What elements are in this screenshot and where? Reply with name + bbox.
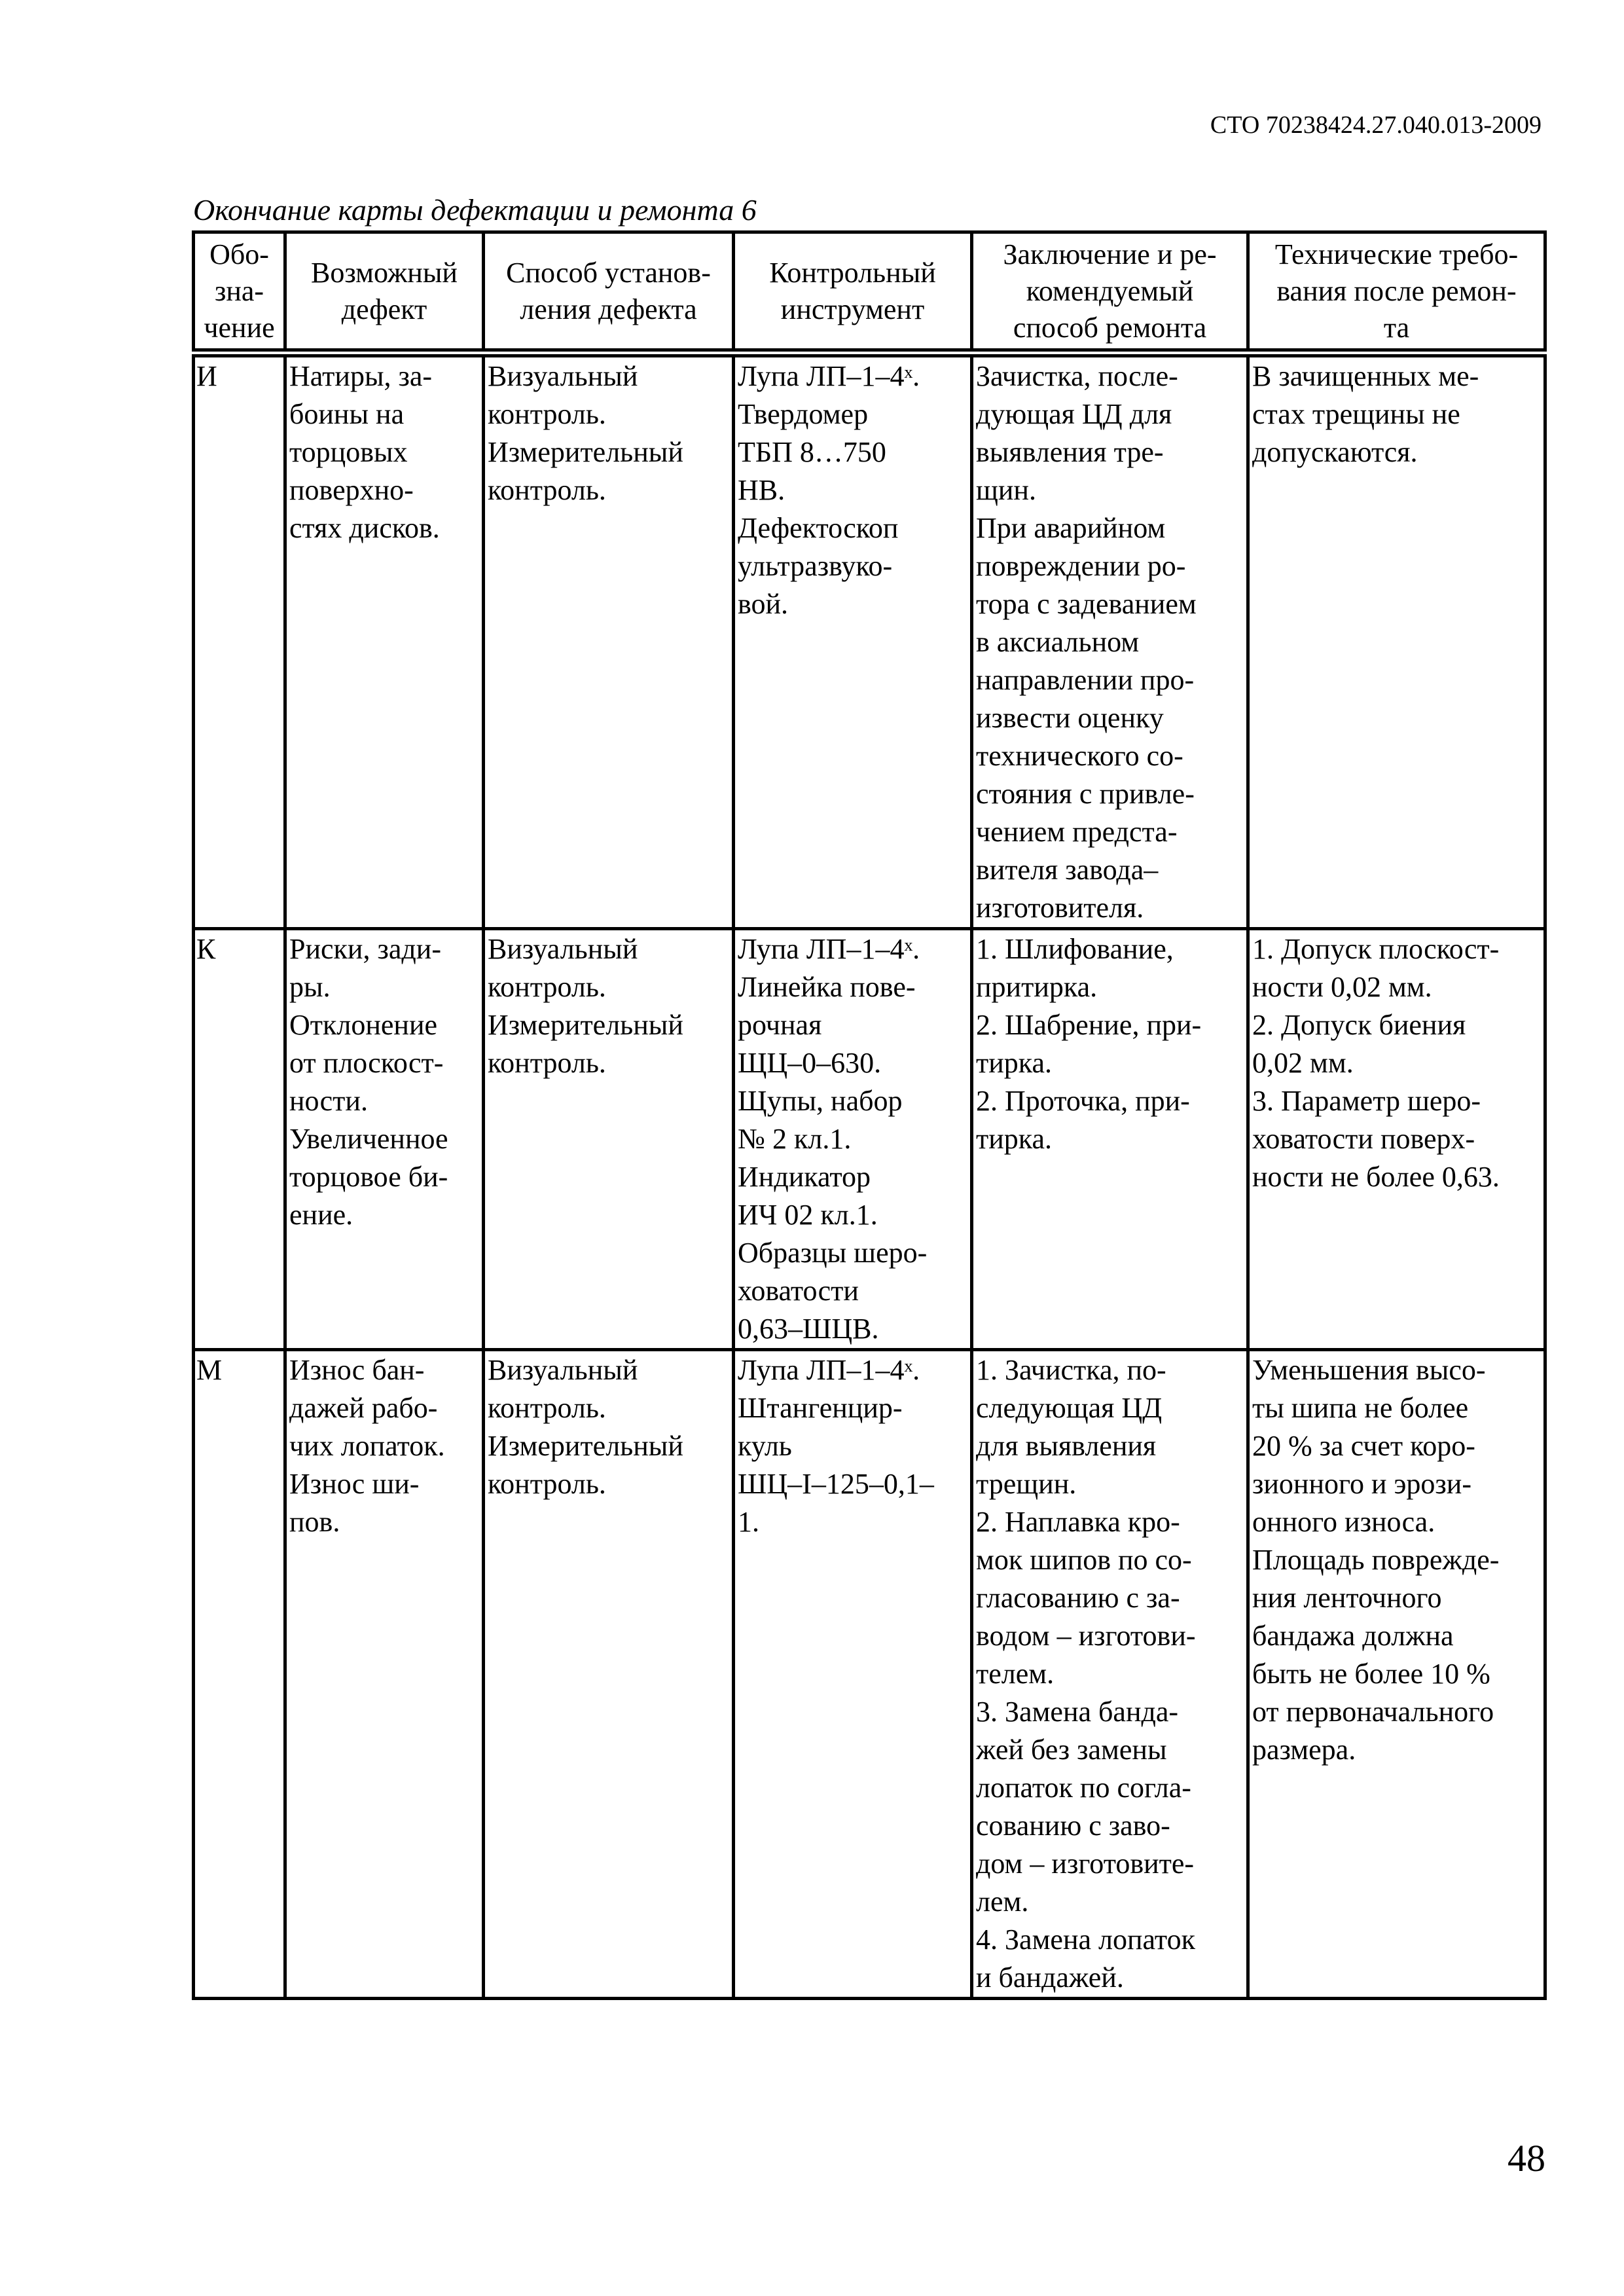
column-header-method (484, 232, 734, 354)
table-row (194, 353, 1545, 929)
cell-line: чением предста- (976, 816, 1178, 848)
cell-method (484, 353, 734, 929)
cell-line: лопаток по согла- (976, 1772, 1191, 1804)
cell-line: Измерительный (488, 1009, 683, 1041)
cell-line: в аксиальном (976, 626, 1140, 658)
cell-line: вителя завода– (976, 854, 1159, 886)
cell-defect (285, 929, 484, 1350)
cell-line: направлении про- (976, 664, 1195, 696)
cell-line: 20 % за счет коро- (1252, 1430, 1475, 1462)
cell-method (484, 1350, 734, 1999)
cell-line: ры. (289, 971, 331, 1003)
header-line: та (1383, 311, 1410, 344)
cell-line: ховатости поверх- (1252, 1123, 1475, 1155)
cell-defect (285, 353, 484, 929)
column-header-designation (194, 232, 285, 354)
cell-line: гласованию с за- (976, 1582, 1180, 1614)
cell-line: зионного и эрози- (1252, 1468, 1471, 1500)
cell-line: поверхно- (289, 474, 414, 506)
table-body (194, 353, 1545, 1999)
document-code: СТО 70238424.27.040.013-2009 (1210, 111, 1542, 139)
cell-designation: К (194, 929, 285, 1350)
cell-line: лем. (976, 1886, 1029, 1918)
header-line: Технические требо- (1274, 238, 1519, 270)
header-line: Обо- (209, 238, 269, 270)
cell-line: Отклонение (289, 1009, 438, 1041)
table-row (194, 1350, 1545, 1999)
cell-line: Линейка пове- (738, 971, 916, 1003)
cell-line: быть не более 10 % (1252, 1658, 1490, 1690)
cell-line: тора с задеванием (976, 588, 1197, 620)
page-number: 48 (1507, 2137, 1545, 2179)
cell-line: онного износа. (1252, 1506, 1435, 1538)
cell-repair (972, 1350, 1248, 1999)
cell-line: Площадь поврежде- (1252, 1544, 1500, 1576)
cell-line: дажей рабо- (289, 1392, 438, 1424)
cell-requirements (1248, 353, 1545, 929)
cell-line: дом – изготовите- (976, 1848, 1195, 1880)
cell-line: мок шипов по со- (976, 1544, 1192, 1576)
cell-line: контроль. (488, 398, 606, 430)
cell-line: следующая ЦД (976, 1392, 1163, 1424)
cell-line: извести оценку (976, 702, 1164, 734)
header-line: дефект (341, 293, 427, 325)
header-line: зна- (214, 274, 264, 307)
cell-line: 2. Допуск биения (1252, 1009, 1466, 1041)
header-line: Заключение и ре- (1003, 238, 1217, 270)
cell-line: куль (738, 1430, 792, 1462)
cell-line: вой. (738, 588, 789, 620)
cell-line: контроль. (488, 1468, 606, 1500)
cell-line: Дефектоскоп (738, 512, 899, 544)
cell-line: 3. Параметр шеро- (1252, 1085, 1481, 1117)
column-header-tool (734, 232, 972, 354)
cell-line: Визуальный (488, 1354, 638, 1386)
header-line: Способ установ- (506, 256, 711, 289)
header-line: инструмент (780, 293, 925, 325)
header-line: комендуемый (1026, 274, 1194, 307)
cell-line: ТБП 8…750 (738, 436, 886, 468)
cell-repair (972, 353, 1248, 929)
cell-line: ение. (289, 1199, 353, 1231)
cell-line: ховатости (738, 1275, 859, 1307)
cell-line: Измерительный (488, 436, 683, 468)
column-header-requirements (1248, 232, 1545, 354)
cell-line: 3. Замена банда- (976, 1696, 1179, 1728)
cell-line: Визуальный (488, 360, 638, 392)
cell-designation: М (194, 1350, 285, 1999)
cell-line: 2. Шабрение, при- (976, 1009, 1202, 1041)
cell-line: 1. Допуск плоскост- (1252, 933, 1500, 965)
cell-line: телем. (976, 1658, 1055, 1690)
cell-line: для выявления (976, 1430, 1157, 1462)
cell-line: от плоскост- (289, 1047, 444, 1079)
cell-line: чих лопаток. (289, 1430, 445, 1462)
cell-line: Увеличенное (289, 1123, 448, 1155)
cell-line: № 2 кл.1. (738, 1123, 852, 1155)
cell-line: контроль. (488, 474, 606, 506)
cell-line: и бандажей. (976, 1961, 1124, 1994)
cell-designation: И (194, 353, 285, 929)
cell-line: Визуальный (488, 933, 638, 965)
cell-line: 1. Зачистка, по- (976, 1354, 1166, 1386)
cell-line: допускаются. (1252, 436, 1418, 468)
cell-line: ния ленточного (1252, 1582, 1442, 1614)
cell-line: 1. Шлифование, (976, 933, 1174, 965)
cell-line: Образцы шеро- (738, 1237, 928, 1269)
cell-line: ЩЦ–0–630. (738, 1047, 882, 1079)
cell-line: притирка. (976, 971, 1098, 1003)
cell-line: сованию с заво- (976, 1810, 1170, 1842)
cell-line: ИЧ 02 кл.1. (738, 1199, 878, 1231)
cell-line: ШЦ–I–125–0,1– (738, 1468, 934, 1500)
cell-line: Риски, зади- (289, 933, 441, 965)
cell-line: изготовителя. (976, 892, 1144, 924)
cell-line: При аварийном (976, 512, 1166, 544)
cell-line: технического со- (976, 740, 1183, 772)
cell-line: торцовых (289, 436, 408, 468)
cell-line: 1. (738, 1506, 759, 1538)
cell-line: 0,02 мм. (1252, 1047, 1354, 1079)
column-header-repair (972, 232, 1248, 354)
cell-line: Уменьшения высо- (1252, 1354, 1486, 1386)
cell-requirements (1248, 929, 1545, 1350)
cell-tool (734, 1350, 972, 1999)
cell-line: размера. (1252, 1734, 1356, 1766)
cell-line: Лупа ЛП–1–4ˣ. (738, 360, 920, 392)
header-line: способ ремонта (1013, 311, 1207, 344)
cell-line: жей без замены (976, 1734, 1167, 1766)
cell-line: Лупа ЛП–1–4ˣ. (738, 933, 920, 965)
cell-requirements (1248, 1350, 1545, 1999)
cell-line: бандажа должна (1252, 1620, 1454, 1652)
cell-line: 0,63–ШЦВ. (738, 1313, 879, 1345)
cell-line: ности 0,02 мм. (1252, 971, 1432, 1003)
cell-line: Штангенцир- (738, 1392, 903, 1424)
defect-table (192, 230, 1547, 2000)
cell-line: В зачищенных ме- (1252, 360, 1479, 392)
cell-line: торцовое би- (289, 1161, 448, 1193)
cell-line: стях дисков. (289, 512, 440, 544)
cell-line: ности не более 0,63. (1252, 1161, 1500, 1193)
cell-line: НВ. (738, 474, 785, 506)
cell-line: Износ ши- (289, 1468, 420, 1500)
header-line: вания после ремон- (1276, 274, 1517, 307)
cell-tool (734, 929, 972, 1350)
cell-line: боины на (289, 398, 405, 430)
column-header-defect (285, 232, 484, 354)
cell-line: 2. Проточка, при- (976, 1085, 1190, 1117)
cell-line: трещин. (976, 1468, 1077, 1500)
cell-line: контроль. (488, 1392, 606, 1424)
cell-line: щин. (976, 474, 1036, 506)
cell-line: Износ бан- (289, 1354, 425, 1386)
cell-line: стах трещины не (1252, 398, 1460, 430)
cell-line: Щупы, набор (738, 1085, 903, 1117)
cell-line: ности. (289, 1085, 368, 1117)
cell-defect (285, 1350, 484, 1999)
cell-line: 4. Замена лопаток (976, 1923, 1195, 1956)
cell-line: контроль. (488, 1047, 606, 1079)
cell-line: Натиры, за- (289, 360, 433, 392)
table-caption: Окончание карты дефектации и ремонта 6 (193, 193, 757, 227)
cell-line: пов. (289, 1506, 340, 1538)
cell-line: Зачистка, после- (976, 360, 1178, 392)
cell-line: ты шипа не более (1252, 1392, 1469, 1424)
cell-line: 2. Наплавка кро- (976, 1506, 1180, 1538)
header-line: ления дефекта (520, 293, 697, 325)
cell-line: водом – изготови- (976, 1620, 1196, 1652)
cell-line: ультразвуко- (738, 550, 893, 582)
table-row (194, 929, 1545, 1350)
cell-repair (972, 929, 1248, 1350)
table-header (194, 232, 1545, 354)
cell-line: тирка. (976, 1047, 1053, 1079)
cell-line: Измерительный (488, 1430, 683, 1462)
cell-method (484, 929, 734, 1350)
cell-line: Лупа ЛП–1–4ˣ. (738, 1354, 920, 1386)
header-line: Контрольный (769, 256, 936, 289)
cell-line: Индикатор (738, 1161, 871, 1193)
cell-tool (734, 353, 972, 929)
cell-line: выявления тре- (976, 436, 1164, 468)
cell-line: дующая ЦД для (976, 398, 1172, 430)
header-row (194, 232, 1545, 354)
cell-line: Твердомер (738, 398, 869, 430)
cell-line: контроль. (488, 971, 606, 1003)
cell-line: тирка. (976, 1123, 1053, 1155)
cell-line: от первоначального (1252, 1696, 1494, 1728)
cell-line: рочная (738, 1009, 822, 1041)
cell-line: стояния с привле- (976, 778, 1195, 810)
header-line: чение (204, 311, 275, 344)
header-line: Возможный (311, 256, 458, 289)
cell-line: повреждении ро- (976, 550, 1186, 582)
